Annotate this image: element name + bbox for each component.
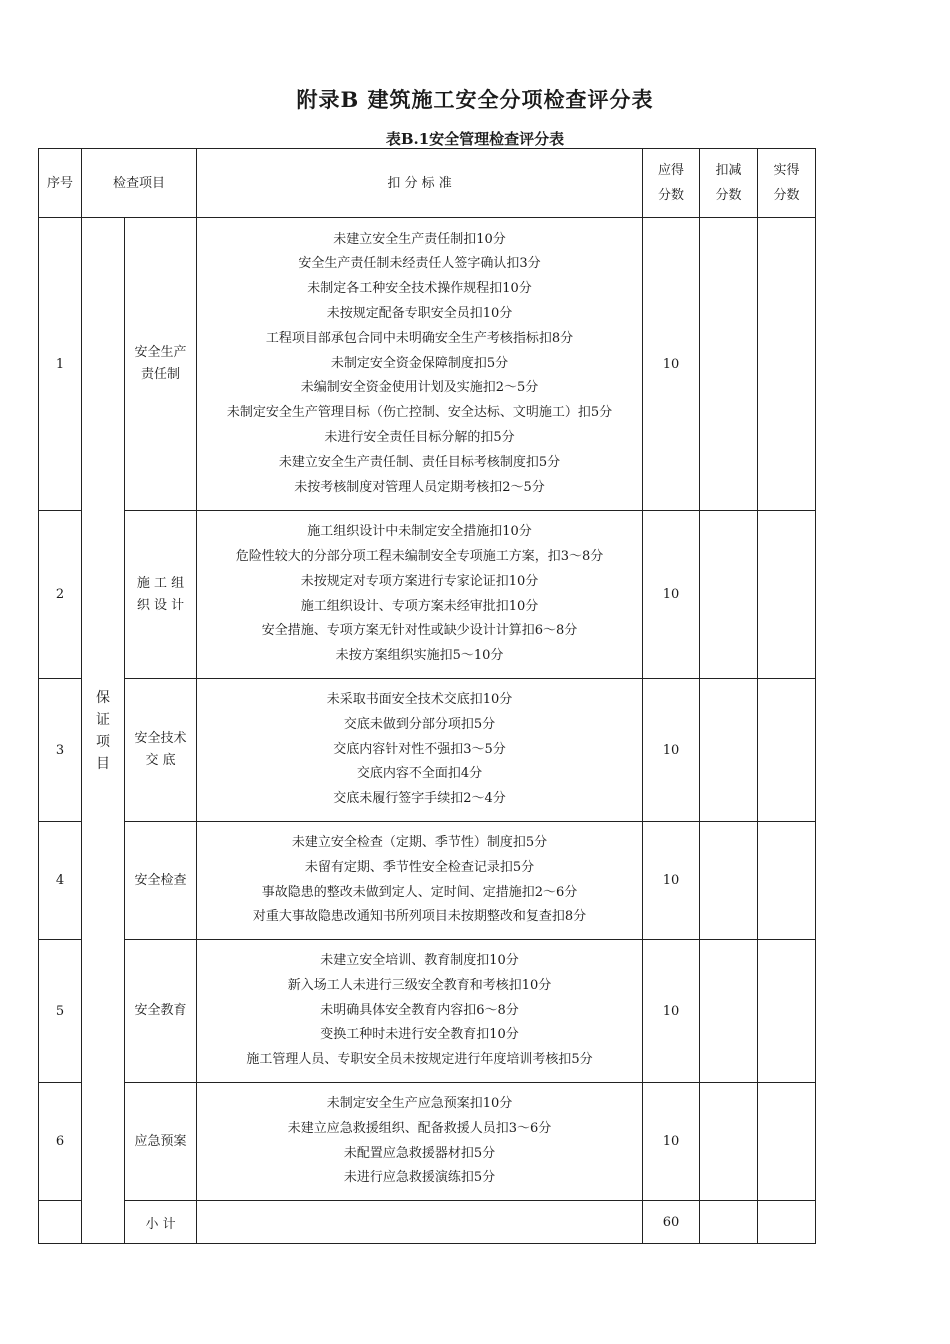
criteria-line: 未按考核制度对管理人员定期考核扣2～5分: [294, 479, 545, 495]
header-due-score: [643, 149, 700, 218]
row-due-score: 10: [643, 822, 700, 940]
criteria-line: 未编制安全资金使用计划及实施扣2～5分: [300, 380, 539, 396]
row-due-score: 10: [643, 218, 700, 511]
header-criteria: 扣 分 标 准: [197, 149, 643, 218]
row-criteria: [197, 822, 643, 940]
group-label-char: 目: [96, 755, 110, 772]
subtotal-criteria: [197, 1201, 643, 1244]
row-seq: 3: [39, 679, 82, 822]
row-criteria: [197, 679, 643, 822]
item-name-line: 织 设 计: [136, 597, 185, 613]
criteria-line: 未制定安全生产管理目标（伤亡控制、安全达标、文明施工）扣5分: [226, 405, 613, 421]
criteria-line: 施工组织设计中未制定安全措施扣10分: [307, 524, 532, 540]
criteria-line: 交底内容不全面扣4分: [356, 766, 483, 782]
header-row: [39, 149, 816, 218]
criteria-line: 危险性较大的分部分项工程未编制安全专项施工方案，扣3～8分: [235, 548, 604, 564]
criteria-line: 交底内容针对性不强扣3～5分: [333, 741, 506, 757]
table-row: [39, 1083, 816, 1201]
item-name-line: 安全技术: [134, 731, 187, 746]
table-title: 表B.1安全管理检查评分表: [385, 130, 565, 148]
criteria-line: 未明确具体安全教育内容扣6～8分: [320, 1002, 519, 1018]
criteria-line: 施工组织设计、专项方案未经审批扣10分: [300, 598, 539, 614]
row-due-score: 10: [643, 1083, 700, 1201]
row-seq: 5: [39, 940, 82, 1083]
header-deducted-line-1: 扣减: [715, 163, 742, 178]
subtotal-label: 小 计: [125, 1201, 197, 1244]
header-check-item: 检查项目: [82, 149, 197, 218]
criteria-line: 未制定安全资金保障制度扣5分: [330, 355, 509, 371]
row-seq: 1: [39, 218, 82, 511]
criteria-line: 未进行应急救援演练扣5分: [343, 1170, 496, 1186]
criteria-line: 对重大事故隐患改通知书所列项目未按期整改和复查扣8分: [252, 909, 587, 925]
criteria-line: 未进行安全责任目标分解的扣5分: [324, 429, 515, 445]
item-name-line: 安全生产: [134, 345, 187, 360]
row-item-name: [125, 940, 197, 1083]
criteria-line: 未建立安全培训、教育制度扣10分: [320, 953, 519, 968]
group-label-char: 证: [96, 711, 110, 728]
header-deducted-score: [700, 149, 758, 218]
item-name-line: 安全教育: [134, 1003, 187, 1018]
row-item-name: [125, 822, 197, 940]
criteria-line: 交底未履行签字手续扣2～4分: [333, 791, 506, 807]
row-due-score: 10: [643, 940, 700, 1083]
row-item-name: [125, 679, 197, 822]
table-row: [39, 511, 816, 679]
subtotal-seq: [39, 1201, 82, 1244]
criteria-line: 事故隐患的整改未做到定人、定时间、定措施扣2～6分: [261, 884, 578, 900]
item-name-line: 交 底: [145, 753, 176, 768]
criteria-line: 施工管理人员、专职安全员未按规定进行年度培训考核扣5分: [246, 1052, 593, 1068]
row-deducted-score: [700, 679, 758, 822]
header-due-line-1: 应得: [658, 163, 685, 178]
row-criteria: [197, 218, 643, 511]
criteria-line: 未建立安全检查（定期、季节性）制度扣5分: [291, 834, 548, 850]
header-seq: 序号: [39, 149, 82, 218]
row-seq: 4: [39, 822, 82, 940]
criteria-line: 未按方案组织实施扣5～10分: [335, 648, 504, 664]
criteria-line: 交底未做到分部分项扣5分: [343, 716, 496, 732]
header-actual-line-1: 实得: [773, 163, 800, 178]
row-deducted-score: [700, 940, 758, 1083]
header-actual-line-2: 分数: [773, 188, 800, 203]
row-criteria: [197, 1083, 643, 1201]
row-deducted-score: [700, 218, 758, 511]
criteria-line: 未配置应急救援器材扣5分: [343, 1145, 496, 1161]
criteria-line: 未建立安全生产责任制扣10分: [333, 231, 506, 247]
subtotal-due-score: 60: [643, 1201, 700, 1244]
criteria-line: 未制定安全生产应急预案扣10分: [326, 1095, 513, 1111]
subtotal-deducted-score: [700, 1201, 758, 1244]
row-item-name: [125, 511, 197, 679]
subtotal-row: [39, 1201, 816, 1244]
table-row: [39, 822, 816, 940]
row-actual-score: [758, 511, 816, 679]
document-title: 附录B 建筑施工安全分项检查评分表: [296, 87, 654, 112]
table-row: [39, 679, 816, 822]
criteria-line: 未按规定对专项方案进行专家论证扣10分: [300, 573, 539, 589]
item-name-line: 安全检查: [134, 872, 187, 888]
criteria-line: 未留有定期、季节性安全检查记录扣5分: [304, 859, 535, 875]
row-actual-score: [758, 1083, 816, 1201]
row-item-name: [125, 218, 197, 511]
criteria-line: 未采取书面安全技术交底扣10分: [326, 692, 513, 707]
criteria-line: 未制定各工种安全技术操作规程扣10分: [307, 281, 532, 297]
group-label-char: 项: [96, 733, 110, 750]
table-row: [39, 940, 816, 1083]
row-actual-score: [758, 940, 816, 1083]
row-actual-score: [758, 218, 816, 511]
header-due-line-2: 分数: [658, 188, 685, 203]
criteria-line: 未建立安全生产责任制、责任目标考核制度扣5分: [278, 454, 561, 470]
criteria-line: 安全生产责任制未经责任人签字确认扣3分: [298, 256, 541, 272]
criteria-line: 变换工种时未进行安全教育扣10分: [320, 1027, 519, 1043]
criteria-line: 未建立应急救援组织、配备救援人员扣3～6分: [287, 1120, 552, 1136]
row-item-name: [125, 1083, 197, 1201]
row-deducted-score: [700, 822, 758, 940]
header-deducted-line-2: 分数: [715, 188, 742, 203]
table-row: [39, 218, 816, 511]
row-actual-score: [758, 822, 816, 940]
row-due-score: 10: [643, 679, 700, 822]
row-seq: 6: [39, 1083, 82, 1201]
group-label-char: 保: [96, 689, 110, 706]
row-criteria: [197, 940, 643, 1083]
header-actual-score: [758, 149, 816, 218]
group-guarantee-items: [82, 218, 125, 1244]
row-deducted-score: [700, 1083, 758, 1201]
row-actual-score: [758, 679, 816, 822]
safety-management-score-table: [38, 148, 816, 1244]
row-due-score: 10: [643, 511, 700, 679]
subtotal-actual-score: [758, 1201, 816, 1244]
row-seq: 2: [39, 511, 82, 679]
criteria-line: 安全措施、专项方案无针对性或缺少设计计算扣6～8分: [261, 623, 578, 639]
row-criteria: [197, 511, 643, 679]
criteria-line: 未按规定配备专职安全员扣10分: [326, 306, 513, 321]
criteria-line: 新入场工人未进行三级安全教育和考核扣10分: [287, 977, 552, 993]
row-deducted-score: [700, 511, 758, 679]
criteria-line: 工程项目部承包合同中未明确安全生产考核指标扣8分: [265, 330, 574, 346]
item-name-line: 应急预案: [134, 1133, 187, 1149]
item-name-line: 责任制: [141, 367, 181, 382]
item-name-line: 施 工 组: [136, 575, 185, 591]
